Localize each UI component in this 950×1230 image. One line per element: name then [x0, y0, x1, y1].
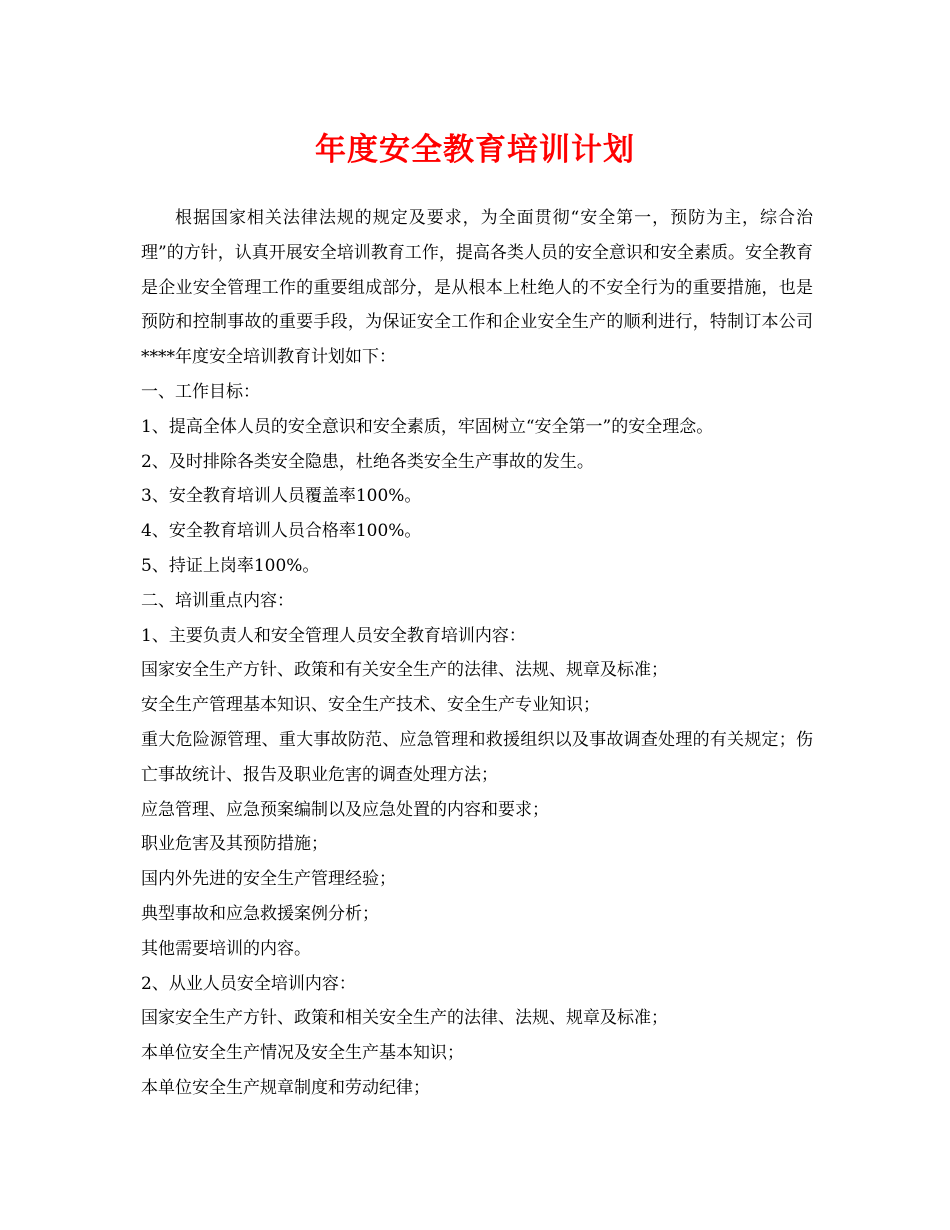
- subsection-heading: 1、主要负责人和安全管理人员安全教育培训内容：: [141, 625, 526, 646]
- content-item: 应急管理、应急预案编制以及应急处置的内容和要求；: [141, 799, 549, 820]
- section-heading-training: 二、培训重点内容：: [141, 590, 294, 611]
- content-item: 本单位安全生产规章制度和劳动纪律；: [141, 1077, 430, 1098]
- goal-item: 2、及时排除各类安全隐患，杜绝各类安全生产事故的发生。: [141, 451, 594, 472]
- document-title: 年度安全教育培训计划: [315, 132, 635, 168]
- document-body: [141, 201, 813, 1106]
- intro-paragraph: 根据国家相关法律法规的规定及要求，为全面贯彻“安全第一，预防为主，综合治理”的方针，认真开展安全培训教育工作，提高各类人员的安全意识和安全素质。安全教育是企业安全管理工作的重要组成部分，是从根本上杜绝人的不安全行为的重要措施，也是预防和控制事故的重要手段，为保证安全工作和企业安全生产的顺利进行，特制订本公司****年度安全培训教育计划如下：: [141, 208, 813, 368]
- content-item: 其他需要培训的内容。: [141, 938, 311, 959]
- content-item: 国家安全生产方针、政策和相关安全生产的法律、法规、规章及标准；: [141, 1008, 668, 1029]
- content-item: 典型事故和应急救援案例分析；: [141, 903, 379, 924]
- content-item: 安全生产管理基本知识、安全生产技术、安全生产专业知识；: [141, 695, 600, 716]
- goal-item: 5、持证上岗率100%。: [141, 555, 320, 576]
- content-item: 本单位安全生产情况及安全生产基本知识；: [141, 1043, 464, 1064]
- content-item: 重大危险源管理、重大事故防范、应急管理和救援组织以及事故调查处理的有关规定；伤亡事故统计、报告及职业危害的调查处理方法；: [141, 729, 813, 785]
- goal-item: 1、提高全体人员的安全意识和安全素质，牢固树立“安全第一”的安全理念。: [141, 416, 714, 437]
- content-item: 国内外先进的安全生产管理经验；: [141, 869, 396, 890]
- subsection-heading: 2、从业人员安全培训内容：: [141, 973, 356, 994]
- goal-item: 3、安全教育培训人员覆盖率100%。: [141, 486, 422, 507]
- content-item: 职业危害及其预防措施；: [141, 834, 328, 855]
- goal-item: 4、安全教育培训人员合格率100%。: [141, 521, 422, 542]
- section-heading-goals: 一、工作目标：: [141, 381, 260, 402]
- content-item: 国家安全生产方针、政策和有关安全生产的法律、法规、规章及标准；: [141, 660, 668, 681]
